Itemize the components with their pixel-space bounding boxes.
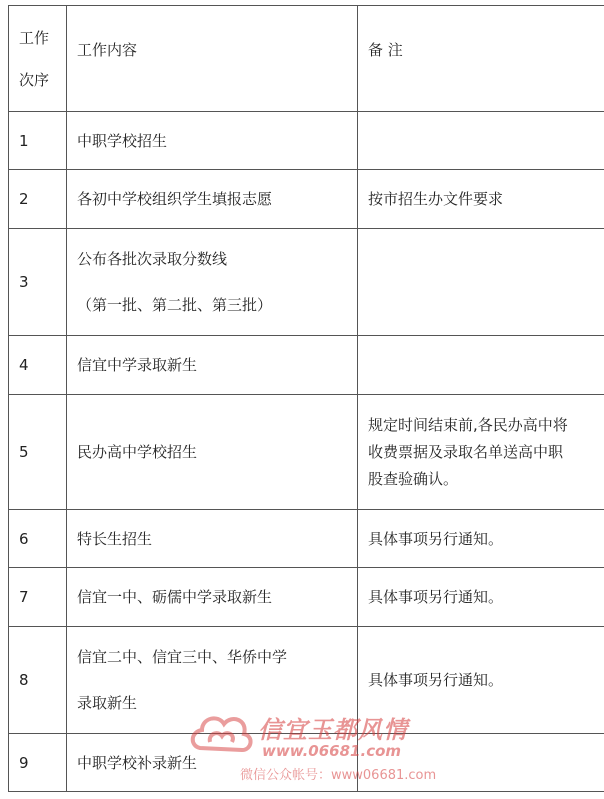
row-note-line: 规定时间结束前,各民办高中将 (368, 415, 568, 434)
cloud-logo-icon (188, 708, 258, 768)
row-note (358, 395, 604, 510)
row-note-line: 股查验确认。 (368, 469, 459, 488)
table-header-row (9, 6, 604, 112)
row-content-line: 信宜一中、砺儒中学录取新生 (77, 588, 273, 606)
row-content (67, 568, 358, 627)
row-content-line: 民办高中学校招生 (77, 443, 198, 461)
schedule-table (8, 5, 604, 792)
watermark-url: www.06681.com (262, 742, 402, 760)
row-number: 4 (9, 336, 67, 395)
row-content-line: 公布各批次录取分数线 (77, 250, 228, 268)
row-note-line: 按市招生办文件要求 (368, 190, 504, 208)
header-content-label: 工作内容 (77, 41, 138, 59)
row-note-line: 收费票据及录取名单送高中职 (368, 442, 564, 461)
row-note (358, 510, 604, 568)
row-number: 7 (9, 568, 67, 627)
watermark-title: 信宜玉都风情 (258, 715, 408, 744)
row-content-line: 中职学校补录新生 (77, 753, 198, 772)
row-note (358, 112, 604, 170)
row-number: 5 (9, 395, 67, 510)
row-content-line: 各初中学校组织学生填报志愿 (77, 190, 273, 208)
header-note-cell (358, 6, 604, 112)
row-content (67, 170, 358, 229)
row-content-line: 特长生招生 (77, 529, 153, 548)
row-note-line: 具体事项另行通知。 (368, 671, 504, 689)
header-content-cell (67, 6, 358, 112)
header-note-label: 备 注 (368, 41, 403, 59)
row-number: 6 (9, 510, 67, 568)
row-content-line: 中职学校招生 (77, 131, 168, 150)
row-content-line: 信宜二中、信宜三中、华侨中学 (77, 648, 288, 666)
table-row (9, 229, 604, 336)
row-content (67, 510, 358, 568)
row-number: 9 (9, 734, 67, 792)
row-number: 2 (9, 170, 67, 229)
watermark-subtitle: 微信公众帐号：www06681.com (240, 768, 437, 783)
header-order-line1: 工作 (19, 28, 50, 47)
table-row (9, 510, 604, 568)
table-row (9, 170, 604, 229)
row-content (67, 395, 358, 510)
row-content (67, 336, 358, 395)
row-content-line: （第一批、第二批、第三批） (77, 296, 273, 314)
row-number: 8 (9, 627, 67, 734)
table-row (9, 395, 604, 510)
table-row (9, 568, 604, 627)
row-note-line: 具体事项另行通知。 (368, 529, 504, 548)
row-number: 1 (9, 112, 67, 170)
row-content (67, 229, 358, 336)
row-number: 3 (9, 229, 67, 336)
table-row (9, 112, 604, 170)
row-note (358, 336, 604, 395)
table-row (9, 336, 604, 395)
row-note-line: 具体事项另行通知。 (368, 588, 504, 606)
header-order-cell (9, 6, 67, 112)
row-note (358, 568, 604, 627)
row-note (358, 170, 604, 229)
row-content-line: 录取新生 (77, 694, 138, 712)
row-note (358, 229, 604, 336)
row-content (67, 112, 358, 170)
row-content-line: 信宜中学录取新生 (77, 356, 198, 374)
header-order-line2: 次序 (19, 70, 50, 89)
